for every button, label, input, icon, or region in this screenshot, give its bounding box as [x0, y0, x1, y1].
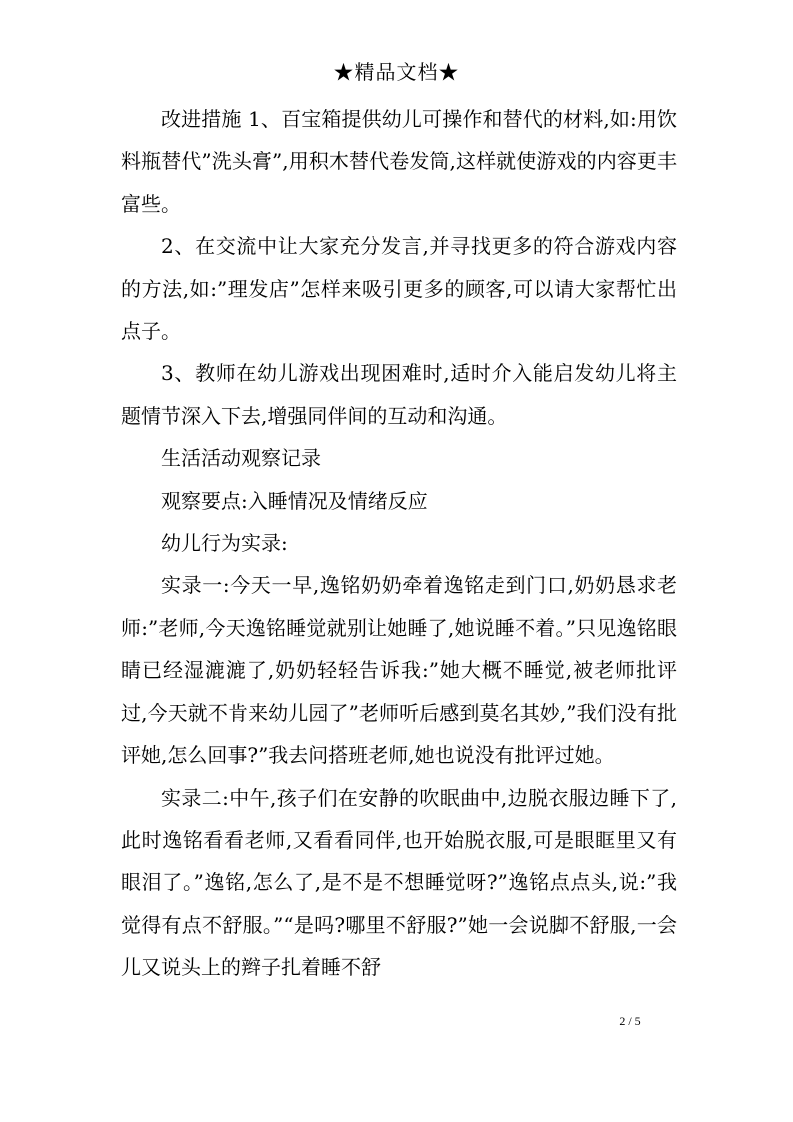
record-one: 实录一:今天一早,逸铭奶奶牵着逸铭走到门口,奶奶恳求老师:”老师,今天逸铭睡觉就别让她睡了,她说睡不着。”只见逸铭眼睛已经湿漉漉了,奶奶轻轻告诉我:”她大概不睡觉,被老师批评过,今天就不肯来幼儿园了”老师听后感到莫名其妙,”我们没有批评她,怎么回事?”我去问搭班老师,她也说没有批评过她。 [121, 573, 677, 768]
page-header-title: ★精品文档★ [333, 60, 460, 84]
document-body [121, 98, 677, 989]
paragraph-improvement-1: 改进措施 1、百宝箱提供幼儿可操作和替代的材料,如:用饮料瓶替代”洗头膏”,用积木替代卷发筒,这样就使游戏的内容更丰富些。 [121, 107, 677, 216]
behavior-record-label: 幼儿行为实录: [161, 531, 288, 556]
observation-focus: 观察要点:入睡情况及情绪反应 [161, 488, 428, 513]
page-number: 2 / 5 [619, 1014, 641, 1028]
record-two: 实录二:中午,孩子们在安静的吹眠曲中,边脱衣服边睡下了,此时逸铭看看老师,又看看同伴,也开始脱衣服,可是眼眶里又有眼泪了。”逸铭,怎么了,是不是不想睡觉呀?”逸铭点点头,说:”我觉得有点不舒服。”“是吗?哪里不舒服?”她一会说脚不舒服,一会儿又说头上的辫子扎着睡不舒 [121, 785, 677, 980]
section-heading-observation: 生活活动观察记录 [161, 446, 321, 471]
paragraph-improvement-3: 3、教师在幼儿游戏出现困难时,适时介入能启发幼儿将主题情节深入下去,增强同伴间的互动和沟通。 [121, 361, 677, 428]
paragraph-improvement-2: 2、在交流中让大家充分发言,并寻找更多的符合游戏内容的方法,如:”理发店”怎样来吸引更多的顾客,可以请大家帮忙出点子。 [121, 234, 677, 344]
